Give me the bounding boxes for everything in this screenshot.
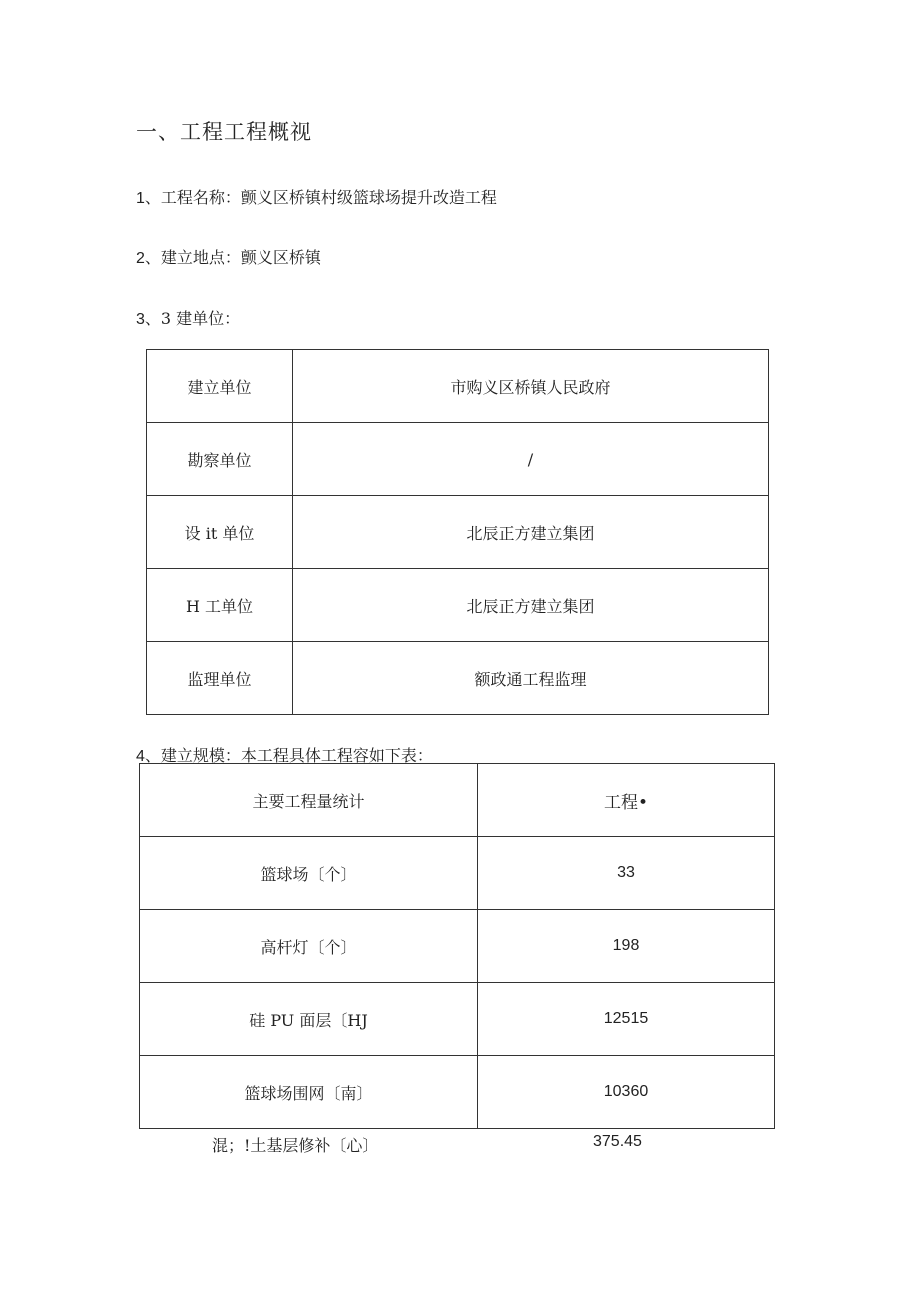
unit-label: H 工单位 (147, 569, 293, 642)
header-cell: 主要工程量统计 (140, 764, 478, 837)
qty-cell: 33 (478, 837, 775, 910)
unit-label: 建立单位 (147, 350, 293, 423)
item-text: 、建立地点：颤义区桥镇 (144, 248, 321, 267)
unit-label: 勘察单位 (147, 423, 293, 496)
item-cell: 硅 PU 面层〔HJ (140, 983, 478, 1056)
item-cell: 篮球场〔个〕 (140, 837, 478, 910)
table-header-row (140, 764, 775, 837)
item-number: 1 (136, 190, 145, 207)
unit-value: 北辰正方建立集团 (293, 569, 769, 642)
qty-cell: 12515 (478, 983, 775, 1056)
unit-value: 北辰正方建立集团 (293, 496, 769, 569)
table-row (147, 496, 769, 569)
item-number: 3 (136, 311, 145, 328)
item-text: 、建立规模：本工程具体工程容如下表： (144, 746, 433, 765)
trailing-qty: 375.45 (593, 1133, 642, 1150)
header-cell: 工程• (478, 764, 775, 837)
table-row (147, 350, 769, 423)
item-text: 、3 建单位： (144, 309, 241, 328)
table-row (140, 1056, 775, 1129)
unit-value: 额政通工程监理 (293, 642, 769, 715)
table-row (147, 423, 769, 496)
unit-label: 监理单位 (147, 642, 293, 715)
table-row (140, 910, 775, 983)
qty-cell: 198 (478, 910, 775, 983)
item-cell: 高杆灯〔个〕 (140, 910, 478, 983)
table-row (140, 837, 775, 910)
item-text: 、工程名称：颤义区桥镇村级篮球场提升改造工程 (144, 188, 497, 207)
table-row (147, 569, 769, 642)
qty-cell: 10360 (478, 1056, 775, 1129)
units-table (146, 349, 769, 715)
table-row (140, 983, 775, 1056)
project-location-line (136, 245, 321, 268)
trailing-item: 混；!土基层修补〔心〕 (212, 1136, 379, 1155)
project-parties-line (136, 306, 240, 329)
unit-label: 设 it 单位 (147, 496, 293, 569)
item-cell: 篮球场围网〔南〕 (140, 1056, 478, 1129)
item-number: 4 (136, 748, 145, 765)
table-row (147, 642, 769, 715)
unit-value: / (293, 423, 769, 496)
unit-value: 市购义区桥镇人民政府 (293, 350, 769, 423)
project-name-line (136, 185, 497, 208)
item-number: 2 (136, 250, 145, 267)
section-title: 一、工程工程概视 (136, 120, 312, 144)
scale-table (139, 763, 775, 1129)
